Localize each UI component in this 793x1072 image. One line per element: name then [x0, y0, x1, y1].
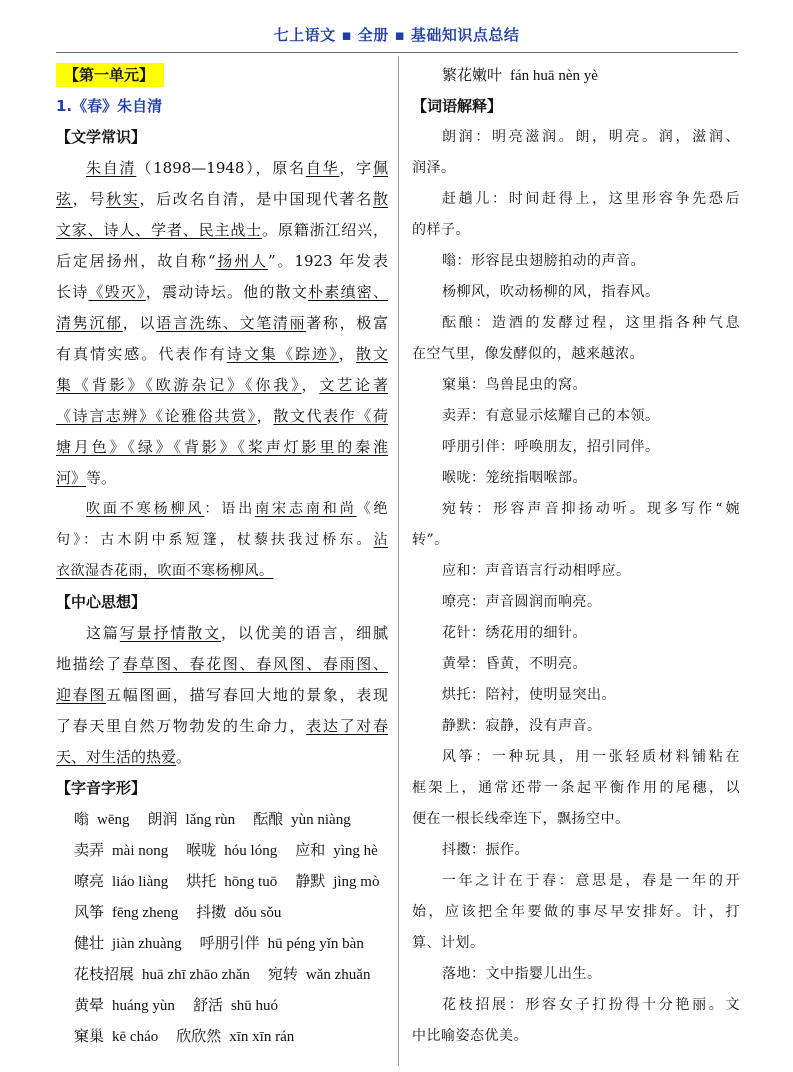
vocab-line: 宛转：形容声音抑扬动听。现多写作“婉 [442, 501, 740, 517]
header-title: 七上语文 ▪ 全册 ▪ 基础知识点总结 [273, 26, 520, 44]
pinyin-reading: lǎng rùn [185, 812, 236, 828]
vocab-line: 转”。 [412, 532, 449, 548]
pinyin-reading: yìng hè [333, 843, 378, 859]
pinyin-item [186, 835, 277, 866]
pinyin-characters: 风筝 [74, 903, 105, 921]
header-rule [56, 52, 738, 53]
pinyin-item [74, 897, 178, 928]
pinyin-characters: 花枝招展 [74, 965, 135, 983]
vocab-line: 嗡：形容昆虫翅膀拍动的声音。 [442, 253, 645, 269]
vocab-line: 卖弄：有意显示炫耀自己的本领。 [442, 408, 660, 424]
vocab-line: 赶趟儿：时间赶得上，这里形容争先恐后 [442, 191, 740, 207]
pinyin-reading: jìng mò [333, 874, 380, 890]
pinyin-characters: 黄晕 [74, 996, 105, 1014]
text-line: 了春天里自然万物勃发的生命力，表达了对春 [56, 717, 388, 735]
pinyin-item [148, 804, 236, 835]
vocab-line: 中比喻姿态优美。 [412, 1028, 528, 1044]
vocab-line: 嘹亮：声音圆润而响亮。 [442, 594, 602, 610]
pinyin-reading: huā zhī zhāo zhǎn [142, 967, 250, 983]
section-vocab: 【词语解释】 [412, 97, 503, 115]
pinyin-characters: 呼朋引伴 [199, 934, 260, 952]
vocab-line: 算、计划。 [412, 935, 485, 951]
text-line: 朱自清（1898—1948），原名自华，字佩 [86, 159, 388, 177]
pinyin-reading: hóu lóng [224, 843, 278, 859]
pinyin-reading: wǎn zhuǎn [305, 967, 371, 983]
pinyin-row [56, 959, 388, 990]
text-line: 塘月色》《绿》《背影》《桨声灯影里的秦淮 [56, 438, 388, 456]
pinyin-reading: hōng tuō [224, 874, 278, 890]
pinyin-reading: fēng zheng [112, 905, 179, 921]
text-line: 《诗言志辨》《论雅俗共赏》，散文代表作《荷 [56, 407, 388, 425]
pinyin-item [268, 959, 371, 990]
vocab-line: 酝酿：造酒的发酵过程，这里指各种气息 [442, 315, 740, 331]
pinyin-row [56, 990, 388, 1021]
pinyin-row [56, 897, 388, 928]
pinyin-item [186, 866, 277, 897]
vocab-line: 始，应该把全年要做的事尽早安排好。计，打 [412, 904, 740, 920]
pinyin-item [74, 959, 250, 990]
pinyin-item [253, 804, 351, 835]
pinyin-reading: liáo liàng [112, 874, 169, 890]
section-theme: 【中心思想】 [56, 593, 147, 611]
pinyin-characters: 抖擞 [196, 903, 227, 921]
vocab-list [412, 122, 740, 1052]
pinyin-item [200, 928, 364, 959]
pinyin-characters: 健壮 [74, 934, 105, 952]
theme-paragraph [56, 618, 388, 773]
quote-paragraph [56, 494, 388, 587]
section-pinyin: 【字音字形】 [56, 779, 147, 797]
vocab-line: 呼朋引伴：呼唤朋友，招引同伴。 [442, 439, 660, 455]
pinyin-characters: 朗润 [147, 810, 178, 828]
unit-heading [56, 60, 388, 91]
column-divider [398, 56, 399, 1066]
left-column [56, 60, 388, 1052]
pinyin-item [295, 835, 378, 866]
text-line: 集《背影》《欧游杂记》《你我》，文艺论著 [56, 376, 388, 394]
text-line: 这篇写景抒情散文，以优美的语言，细腻 [86, 624, 388, 642]
pinyin-reading: shū huó [230, 998, 279, 1014]
text-line: 迎春图五幅图画，描写春回大地的景象，表现 [56, 686, 388, 704]
text-line: 清隽沉郁，以语言洗练、文笔清丽著称，极富 [56, 314, 388, 332]
vocab-line: 一年之计在于春：意思是，春是一年的开 [442, 873, 740, 889]
text-line: 河》等。 [56, 469, 117, 487]
vocab-line: 花针：绣花用的细针。 [442, 625, 587, 641]
pinyin-characters: 卖弄 [74, 841, 105, 859]
pinyin-characters: 舒活 [192, 996, 223, 1014]
pinyin-characters: 应和 [295, 841, 326, 859]
pinyin-characters: 窠巢 [74, 1027, 105, 1045]
pinyin-characters: 嗡 [74, 810, 90, 828]
pinyin-item [74, 804, 130, 835]
pinyin-item [196, 897, 281, 928]
text-line: 长诗《毁灭》，震动诗坛。他的散文朴素缜密、 [56, 283, 388, 301]
pinyin-characters: 嘹亮 [74, 872, 105, 890]
pinyin-reading: hū péng yǐn bàn [267, 936, 364, 952]
vocab-line: 在空气里，像发酵似的，越来越浓。 [412, 346, 644, 362]
vocab-line: 的样子。 [412, 222, 470, 238]
text-line: 天、对生活的热爱。 [56, 748, 192, 766]
pinyin-row [56, 866, 388, 897]
pinyin-characters: 酝酿 [253, 810, 284, 828]
pinyin-row [56, 928, 388, 959]
pinyin-reading: fán huā nèn yè [510, 68, 598, 84]
text-line: 文家、诗人、学者、民主战士。原籍浙江绍兴， [56, 221, 388, 239]
text-line: 吹面不寒杨柳风：语出南宋志南和尚《绝 [86, 501, 388, 517]
vocab-line: 应和：声音语言行动相呼应。 [442, 563, 631, 579]
vocab-line: 花枝招展：形容女子打扮得十分艳丽。文 [442, 997, 740, 1013]
text-line: 句》：古木阴中系短篷，杖藜扶我过桥东。沾 [56, 532, 388, 548]
pinyin-reading: yùn niàng [291, 812, 351, 828]
pinyin-reading: jiàn zhuàng [112, 936, 182, 952]
text-line: 有真情实感。代表作有诗文集《踪迹》，散文 [56, 345, 388, 363]
pinyin-characters: 宛转 [267, 965, 298, 983]
lesson-title: 1.《春》朱自清 [56, 97, 163, 115]
vocab-line: 抖擞：振作。 [442, 842, 529, 858]
section-literary: 【文学常识】 [56, 128, 147, 146]
vocab-line: 朗润：明亮滋润。朗，明亮。润，滋润、 [442, 129, 740, 145]
vocab-line: 静默：寂静，没有声音。 [442, 718, 602, 734]
vocab-line: 烘托：陪衬，使明显突出。 [442, 687, 616, 703]
right-column [412, 60, 740, 1052]
unit-badge: 【第一单元】 [56, 63, 164, 87]
literary-paragraph [56, 153, 388, 494]
pinyin-item [74, 928, 182, 959]
pinyin-characters: 静默 [295, 872, 326, 890]
text-line: 衣欲湿杏花雨，吹面不寒杨柳风。 [56, 563, 274, 579]
pinyin-item [295, 866, 379, 897]
pinyin-reading: huáng yùn [112, 998, 175, 1014]
pinyin-reading: xīn xīn rán [229, 1029, 295, 1045]
pinyin-item [193, 990, 278, 1021]
pinyin-reading: mài nong [112, 843, 169, 859]
pinyin-row [56, 1021, 388, 1052]
pinyin-characters: 欣欣然 [176, 1027, 222, 1045]
pinyin-reading: wēng [97, 812, 130, 828]
vocab-line: 风筝：一种玩具，用一张轻质材料铺粘在 [442, 749, 740, 765]
pinyin-list [56, 804, 388, 1052]
pinyin-characters: 喉咙 [186, 841, 217, 859]
text-line: 后定居扬州，故自称“扬州人”。1923 年发表 [56, 252, 388, 270]
vocab-line: 窠巢：鸟兽昆虫的窝。 [442, 377, 587, 393]
pinyin-item [176, 1021, 294, 1052]
pinyin-row [56, 804, 388, 835]
pinyin-reading: kē cháo [112, 1029, 159, 1045]
pinyin-item [74, 990, 175, 1021]
vocab-line: 喉咙：笼统指咽喉部。 [442, 470, 587, 486]
pinyin-item [74, 866, 168, 897]
pinyin-row [56, 835, 388, 866]
vocab-line: 润泽。 [412, 160, 456, 176]
pinyin-reading: dǒu sǒu [234, 905, 282, 921]
vocab-line: 黄晕：昏黄，不明亮。 [442, 656, 587, 672]
vocab-line: 便在一根长线牵连下，飘扬空中。 [412, 811, 630, 827]
pinyin-characters: 烘托 [186, 872, 217, 890]
pinyin-item [412, 60, 740, 91]
pinyin-characters: 繁花嫩叶 [442, 66, 503, 84]
text-line: 弦，号秋实，后改名自清，是中国现代著名散 [56, 190, 388, 208]
vocab-line: 杨柳风，吹动杨柳的风，指春风。 [442, 284, 660, 300]
text-line: 地描绘了春草图、春花图、春风图、春雨图、 [56, 655, 388, 673]
vocab-line: 落地：文中指婴儿出生。 [442, 966, 602, 982]
page-header [0, 0, 793, 52]
pinyin-item [74, 835, 168, 866]
pinyin-item [74, 1021, 158, 1052]
vocab-line: 框架上，通常还带一条起平衡作用的尾穗，以 [412, 780, 740, 796]
